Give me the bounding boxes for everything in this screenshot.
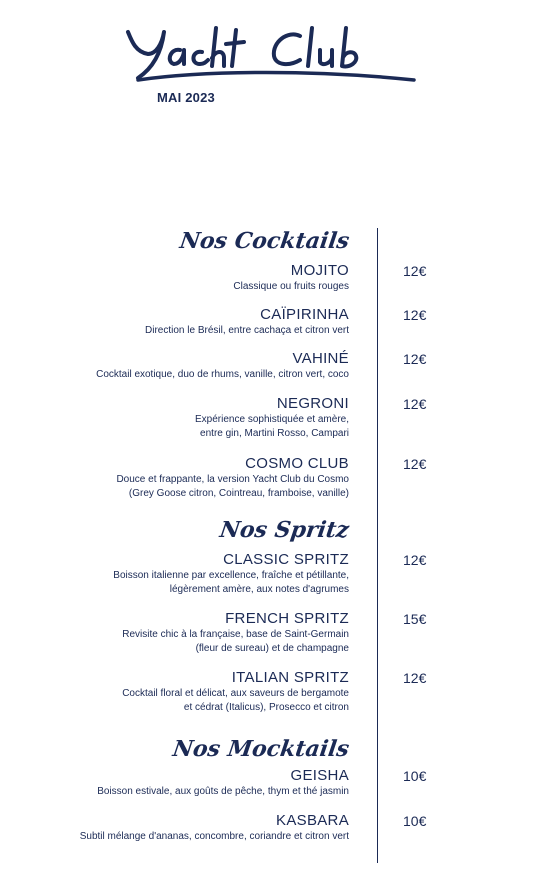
item-description: Classique ou fruits rouges (233, 281, 349, 292)
item-price: 12€ (403, 307, 427, 323)
section-title-cocktails: Nos Cocktails (178, 228, 351, 254)
item-name: CLASSIC SPRITZ (223, 551, 349, 568)
item-description: Boisson italienne par excellence, fraîche et pétillante, légèrement amère, aux notes d'agrumes (113, 570, 349, 595)
item-description: Douce et frappante, la version Yacht Club du Cosmo (Grey Goose citron, Cointreau, framboise, vanille) (116, 474, 349, 499)
item-name: VAHINÉ (292, 350, 349, 367)
section-title-mocktails: Nos Mocktails (171, 736, 351, 762)
section-title-spritz: Nos Spritz (218, 517, 351, 543)
menu-item-italian-spritz (19, 669, 349, 715)
menu-item-french-spritz (19, 610, 349, 656)
item-name: COSMO CLUB (245, 455, 349, 472)
menu-item-cosmo-club (19, 455, 349, 501)
item-name: CAÏPIRINHA (260, 306, 349, 323)
menu-item-negroni (19, 395, 349, 441)
item-name: FRENCH SPRITZ (225, 610, 349, 627)
item-price: 12€ (403, 351, 427, 367)
item-description: Revisite chic à la française, base de Saint-Germain (fleur de sureau) et de champagne (122, 629, 349, 654)
item-name: ITALIAN SPRITZ (231, 669, 349, 686)
item-name: GEISHA (290, 767, 349, 784)
menu-month: MAI 2023 (157, 90, 215, 105)
item-description: Boisson estivale, aux goûts de pêche, thym et thé jasmin (97, 786, 349, 797)
item-name: NEGRONI (276, 395, 349, 412)
item-description: Direction le Brésil, entre cachaça et citron vert (145, 325, 349, 336)
item-description: Subtil mélange d'ananas, concombre, coriandre et citron vert (79, 831, 349, 842)
item-price: 12€ (403, 263, 427, 279)
menu-item-kasbara (19, 812, 349, 844)
price-column-divider (377, 228, 378, 863)
menu-item-vahine (19, 350, 349, 382)
item-price: 12€ (403, 396, 427, 412)
item-price: 12€ (403, 456, 427, 472)
item-price: 12€ (403, 670, 427, 686)
item-price: 10€ (403, 813, 427, 829)
item-description: Cocktail floral et délicat, aux saveurs de bergamote et cédrat (Italicus), Prosecco et citron (122, 688, 349, 713)
item-description: Expérience sophistiquée et amère, entre gin, Martini Rosso, Campari (195, 414, 349, 439)
menu-item-caipirinha (19, 306, 349, 338)
menu-item-mojito (19, 262, 349, 294)
item-price: 12€ (403, 552, 427, 568)
item-name: MOJITO (290, 262, 349, 279)
yacht-club-logo (118, 14, 418, 94)
menu-item-geisha (19, 767, 349, 799)
item-name: KASBARA (276, 812, 349, 829)
item-price: 10€ (403, 768, 427, 784)
menu-item-classic-spritz (19, 551, 349, 597)
item-description: Cocktail exotique, duo de rhums, vanille, citron vert, coco (96, 369, 349, 380)
yacht-club-script-logo (118, 14, 418, 94)
item-price: 15€ (403, 611, 427, 627)
